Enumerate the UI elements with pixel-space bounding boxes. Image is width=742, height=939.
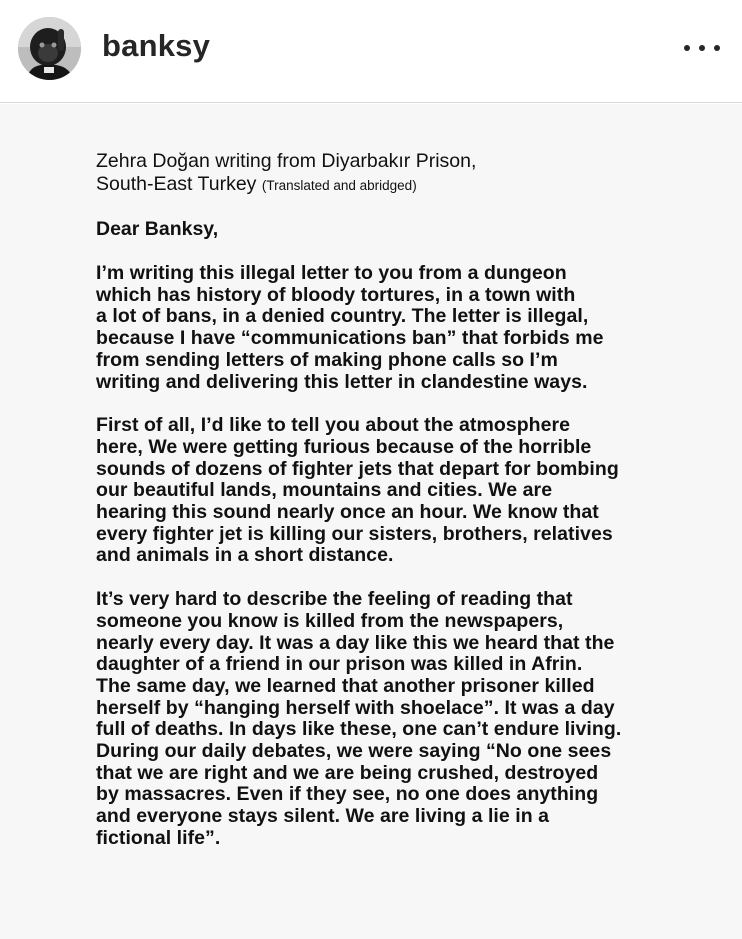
letter-line: someone you know is killed from the newspapers,: [96, 609, 564, 632]
letter-line: full of deaths. In days like these, one can’t endure living.: [96, 718, 622, 741]
more-dot-icon: [699, 45, 705, 51]
letter-line: I’m writing this illegal letter to you from a dungeon: [96, 262, 567, 284]
monkey-avatar-icon: [18, 17, 81, 80]
letter-line: every fighter jet is killing our sisters, brothers, relatives: [96, 522, 613, 545]
letter-paragraph: [96, 589, 706, 849]
letter-line: nearly every day. It was a day like this we heard that the: [96, 631, 615, 654]
letter-text: [96, 150, 706, 850]
sender-line: [96, 173, 706, 197]
letter-greeting: Dear Banksy,: [96, 218, 219, 240]
letter-paragraph: [96, 263, 706, 393]
more-dot-icon: [714, 45, 720, 51]
letter-line: hearing this sound nearly once an hour. We know that: [96, 501, 599, 524]
letter-line: and animals in a short distance.: [96, 544, 394, 567]
profile-avatar[interactable]: [18, 17, 81, 80]
letter-line: a lot of bans, in a denied country. The letter is illegal,: [96, 305, 589, 328]
letter-line: here, We were getting furious because of the horrible: [96, 435, 592, 458]
sender-location: South-East Turkey: [96, 173, 257, 195]
letter-line: writing and delivering this letter in clandestine ways.: [96, 370, 588, 393]
letter-line: from sending letters of making phone calls so I’m: [96, 348, 558, 371]
letter-line: herself by “hanging herself with shoelace”. It was a day: [96, 696, 615, 719]
letter-line: During our daily debates, we were saying “No one sees: [96, 740, 612, 763]
sender-info: [96, 150, 706, 197]
more-dot-icon: [684, 45, 690, 51]
username[interactable]: banksy: [102, 28, 211, 63]
letter-line: It’s very hard to describe the feeling of reading that: [96, 588, 573, 611]
letter-line: because I have “communications ban” that forbids me: [96, 327, 604, 350]
post-image[interactable]: [0, 104, 742, 939]
letter-line: that we are right and we are being crushed, destroyed: [96, 761, 599, 784]
letter-line: by massacres. Even if they see, no one does anything: [96, 783, 599, 806]
letter-line: sounds of dozens of fighter jets that depart for bombing: [96, 457, 619, 480]
sender-line: Zehra Doğan writing from Diyarbakır Prison,: [96, 150, 477, 172]
letter-body: [96, 263, 706, 850]
post-header: [0, 0, 742, 103]
translation-note: (Translated and abridged): [261, 178, 417, 193]
letter-line: The same day, we learned that another prisoner killed: [96, 674, 595, 697]
letter-line: and everyone stays silent. We are living a lie in a: [96, 805, 550, 828]
letter-line: fictional life”.: [96, 826, 221, 849]
letter-line: daughter of a friend in our prison was killed in Afrin.: [96, 653, 583, 676]
letter-line: First of all, I’d like to tell you about the atmosphere: [96, 414, 571, 437]
letter-line: which has history of bloody tortures, in a town with: [96, 283, 576, 306]
letter-line: our beautiful lands, mountains and cities. We are: [96, 479, 553, 502]
letter-paragraph: [96, 415, 706, 567]
more-options-icon[interactable]: [684, 36, 720, 60]
